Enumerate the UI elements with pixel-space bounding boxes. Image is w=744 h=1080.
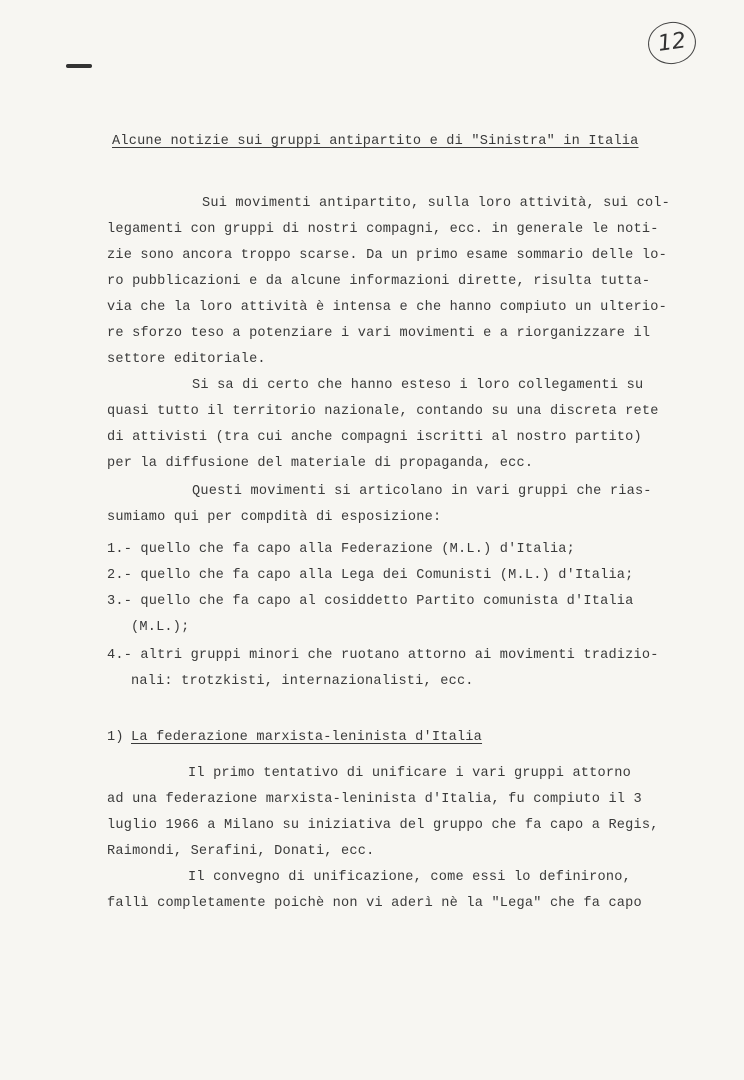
ink-mark [66,64,92,68]
text-line: ad una federazione marxista-leninista d'Italia, fu compiuto il 3 [107,792,642,807]
text-line: Il convegno di unificazione, come essi lo definirono, [188,870,631,885]
list-item: 3.- quello che fa capo al cosiddetto Partito comunista d'Italia [107,594,634,609]
list-item: 4.- altri gruppi minori che ruotano attorno ai movimenti tradizio- [107,648,659,663]
section-heading: La federazione marxista-leninista d'Italia [131,730,483,745]
text-line: zie sono ancora troppo scarse. Da un primo esame sommario delle lo- [107,248,667,263]
text-line: ro pubblicazioni e da alcune informazioni dirette, risulta tutta- [107,274,651,289]
text-line: via che la loro attività è intensa e che hanno compiuto un ulterio- [107,300,667,315]
list-item: 1.- quello che fa capo alla Federazione (M.L.) d'Italia; [107,542,576,557]
text-line: settore editoriale. [107,352,266,367]
section-number: 1) [107,730,124,745]
text-line: Il primo tentativo di unificare i vari gruppi attorno [188,766,631,781]
text-line: luglio 1966 a Milano su iniziativa del gruppo che fa capo a Regis, [107,818,659,833]
text-line: Raimondi, Serafini, Donati, ecc. [107,844,375,859]
text-line: legamenti con gruppi di nostri compagni, ecc. in generale le noti- [107,222,659,237]
list-item: (M.L.); [131,620,190,635]
text-line: quasi tutto il territorio nazionale, contando su una discreta rete [107,404,659,419]
text-line: per la diffusione del materiale di propaganda, ecc. [107,456,534,471]
text-line: sumiamo qui per compdità di esposizione: [107,510,442,525]
text-line: Si sa di certo che hanno esteso i loro collegamenti su [192,378,644,393]
list-item: nali: trotzkisti, internazionalisti, ecc. [131,674,474,689]
text-line: di attivisti (tra cui anche compagni iscritti al nostro partito) [107,430,642,445]
text-line: Sui movimenti antipartito, sulla loro attività, sui col- [202,196,671,211]
document-title: Alcune notizie sui gruppi antipartito e di "Sinistra" in Italia [112,134,639,149]
text-line: fallì completamente poichè non vi aderì nè la "Lega" che fa capo [107,896,642,911]
page-number: 12 [645,19,698,67]
text-line: Questi movimenti si articolano in vari gruppi che rias- [192,484,652,499]
list-item: 2.- quello che fa capo alla Lega dei Comunisti (M.L.) d'Italia; [107,568,634,583]
text-line: re sforzo teso a potenziare i vari movimenti e a riorganizzare il [107,326,651,341]
